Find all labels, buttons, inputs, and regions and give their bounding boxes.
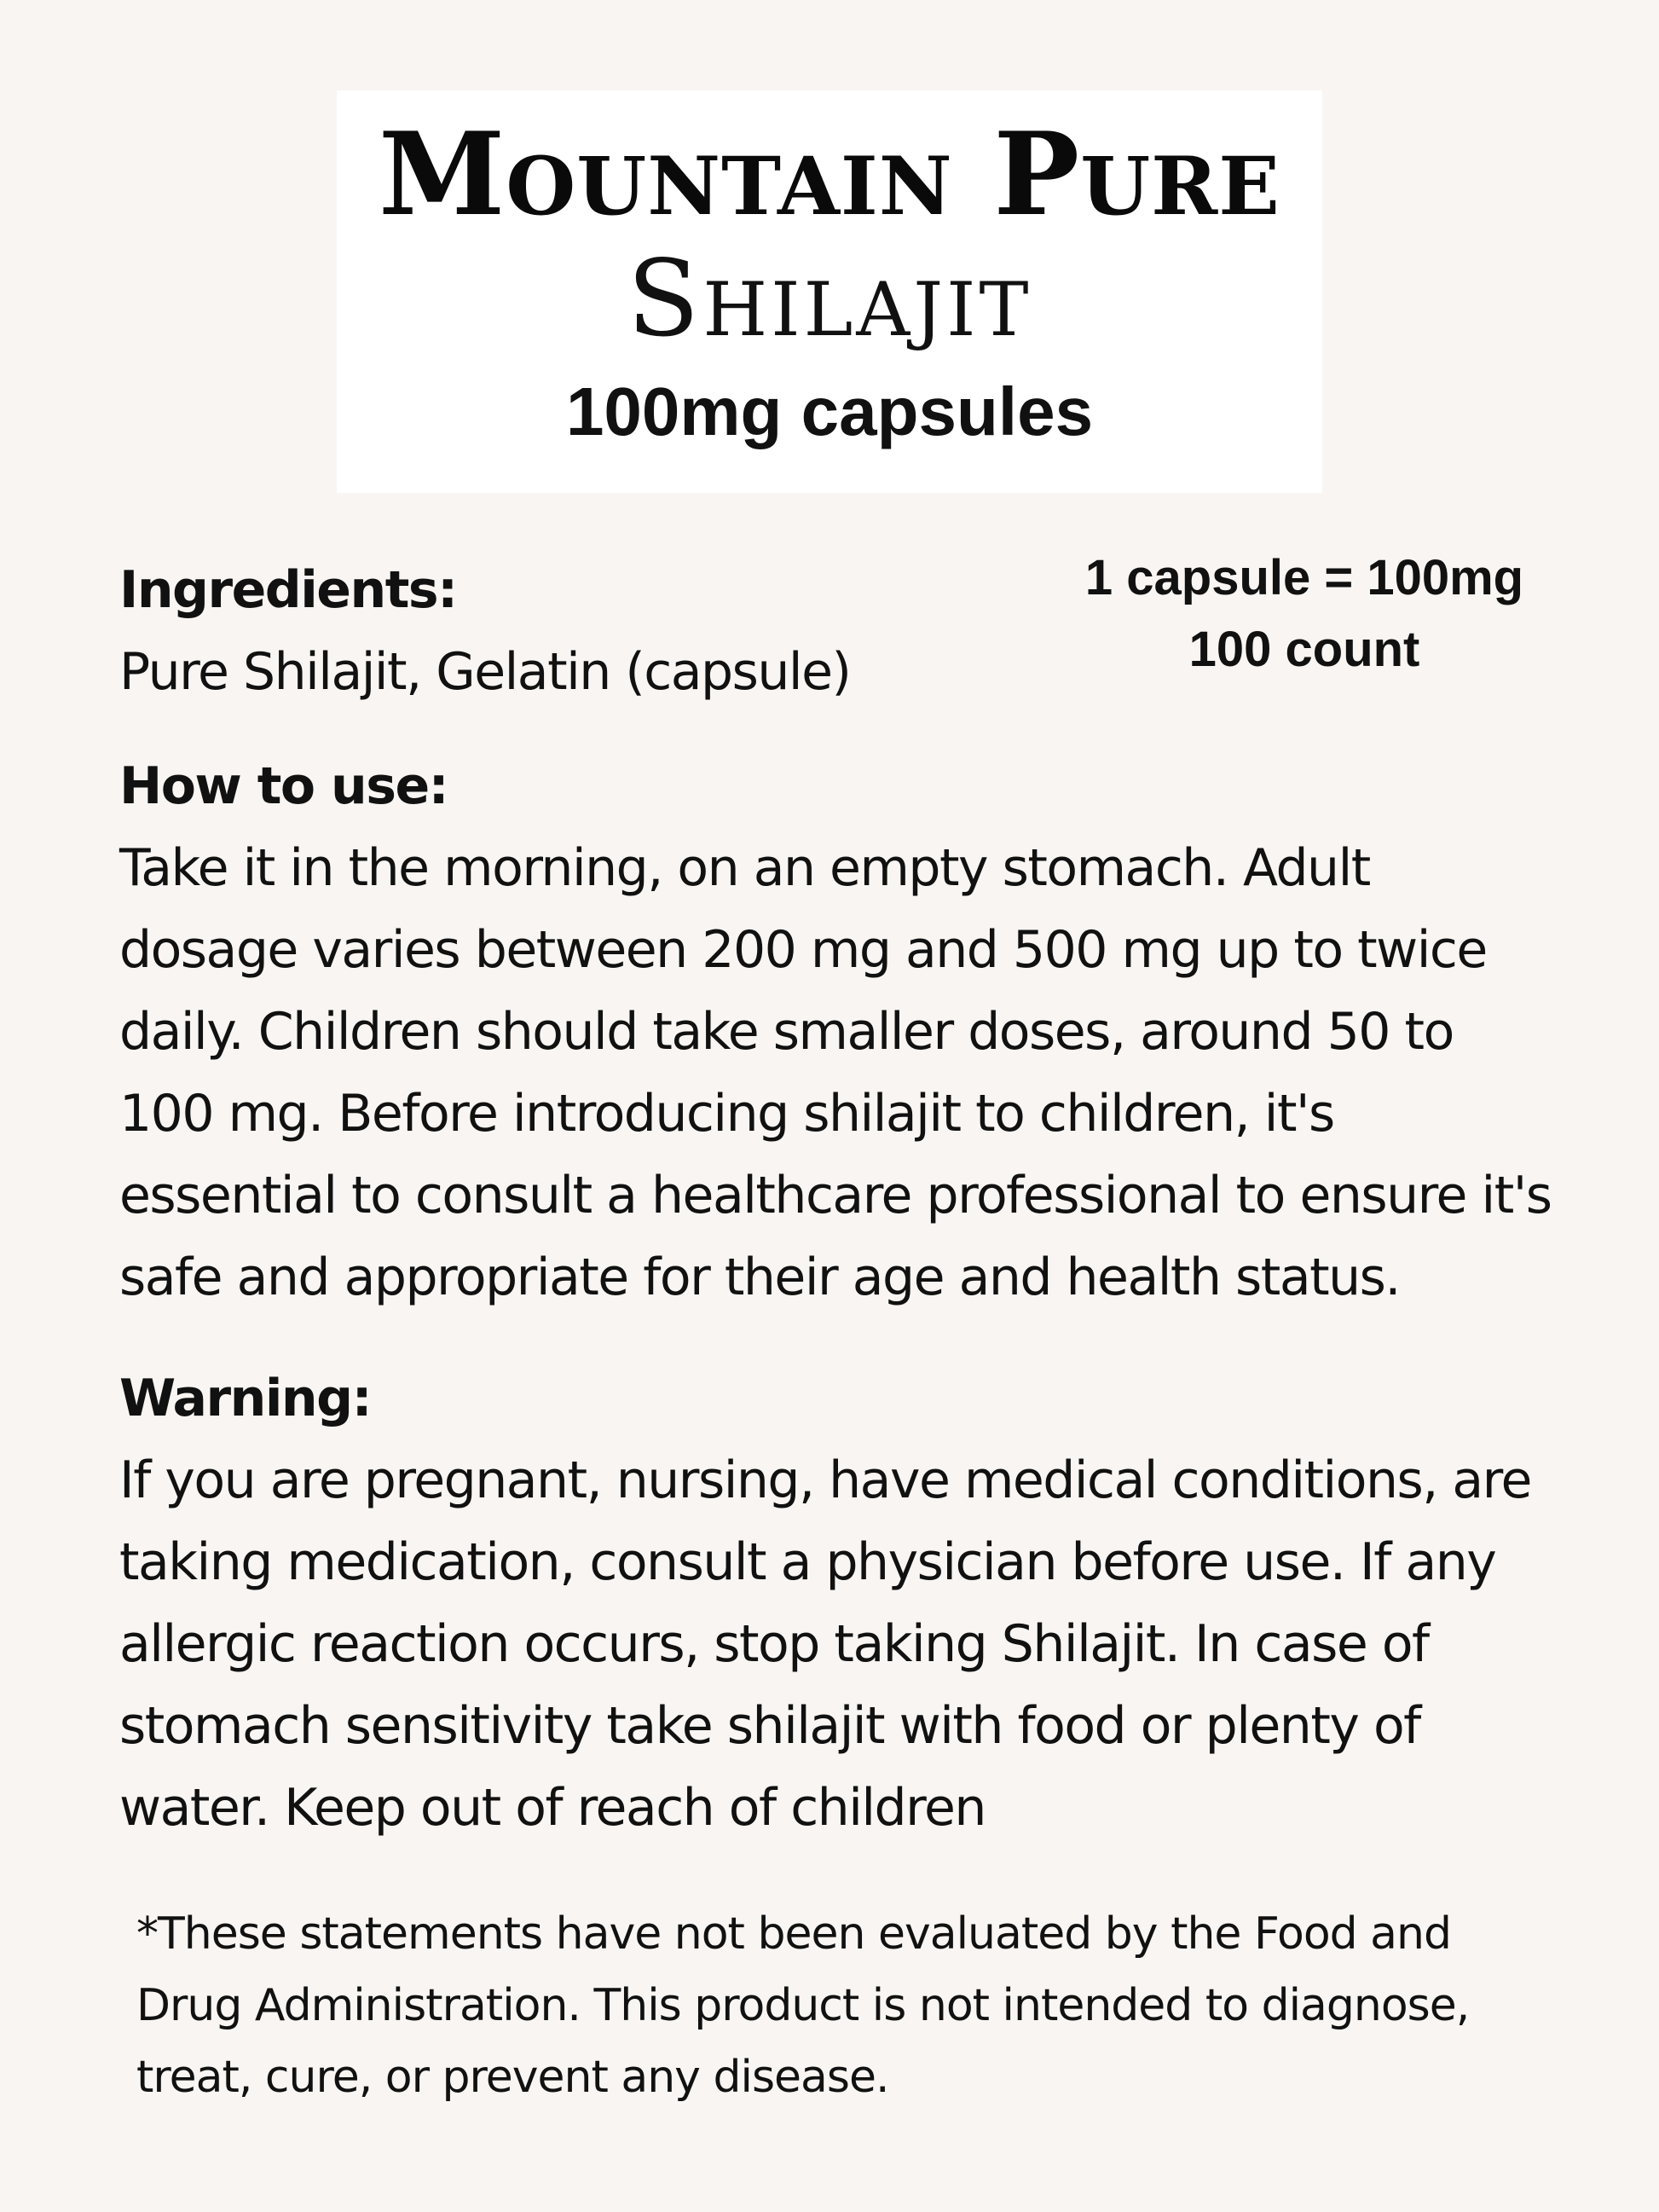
- brand-name: Mountain Pure: [379, 107, 1280, 241]
- how-to-use-text: Take it in the morning, on an empty stomach. Adult dosage varies between 200 mg and 500 mg up to twice daily. Children should take smaller doses, around 50 to 100 mg. Before introducing shilajit to children, it's essential to consult a healthcare professional to ensure it's safe and appropriate for their age and health status.: [119, 838, 1552, 1307]
- capsule-count: 100 count: [1188, 622, 1420, 677]
- warning-title: Warning:: [119, 1369, 372, 1428]
- serving-size: 1 capsule = 100mg: [1084, 550, 1524, 605]
- ingredients-section: [119, 549, 1552, 713]
- how-to-use-title: How to use:: [119, 756, 448, 816]
- capsule-size: 100mg capsules: [565, 373, 1094, 449]
- how-to-use-section: [119, 745, 1552, 1318]
- warning-section: [119, 1358, 1552, 1849]
- ingredients-title: Ingredients:: [119, 560, 457, 620]
- ingredients-text: Pure Shilajit, Gelatin (capsule): [119, 642, 851, 702]
- fda-disclaimer: *These statements have not been evaluated by the Food and Drug Administration. This product is not intended to diagnose, treat, cure, or prevent any disease.: [136, 1908, 1470, 2103]
- product-name: Shilajit: [627, 238, 1032, 361]
- warning-text: If you are pregnant, nursing, have medical conditions, are taking medication, consult a physician before use. If any allergic reaction occurs, stop taking Shilajit. In case of stomach sensitivity take shilajit with food or plenty of water. Keep out of reach of children: [119, 1451, 1531, 1838]
- title-box: [337, 90, 1322, 493]
